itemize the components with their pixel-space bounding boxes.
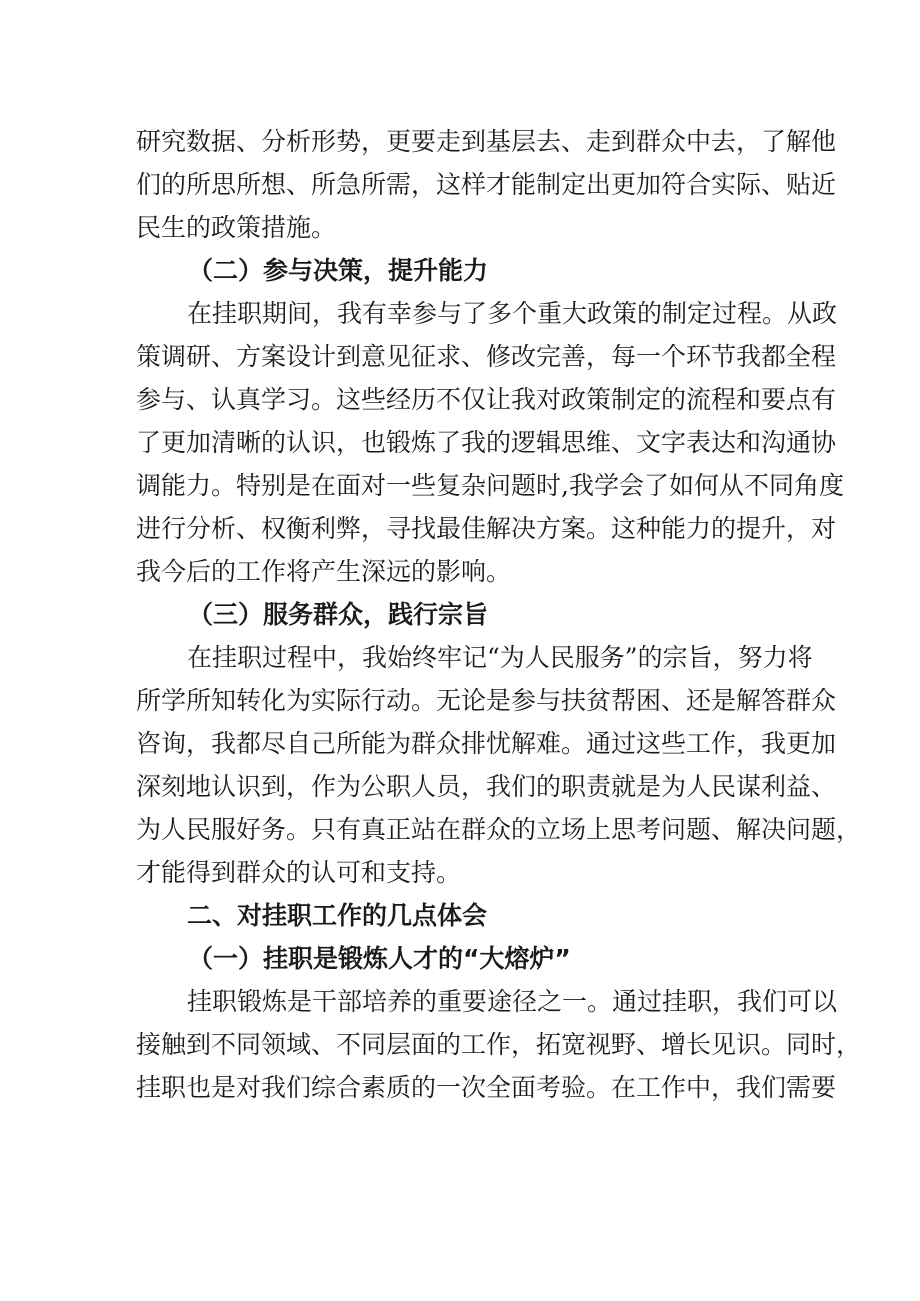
body-line: 所学所知转化为实际行动。无论是参与扶贫帮困、还是解答群众	[136, 686, 837, 715]
section-heading: （二）参与决策，提升能力	[188, 256, 489, 285]
body-line: 民生的政策措施。	[136, 213, 337, 242]
body-line: 我今后的工作将产生深远的影响。	[136, 557, 512, 586]
section-heading: （一）挂职是锻炼人才的“大熔炉”	[188, 944, 571, 973]
body-line: 挂职锻炼是干部培养的重要途径之一。通过挂职，我们可以	[187, 987, 838, 1016]
body-line: 研究数据、分析形势，更要走到基层去、走到群众中去，了解他	[136, 127, 837, 156]
body-line: 为人民服好务。只有真正站在群众的立场上思考问题、解决问题，	[136, 815, 862, 844]
body-line: 才能得到群众的认可和支持。	[136, 858, 462, 887]
body-line: 咨询，我都尽自己所能为群众排忧解难。通过这些工作，我更加	[136, 729, 837, 758]
body-line: 在挂职过程中，我始终牢记“为人民服务”的宗旨，努力将	[187, 643, 813, 672]
body-line: 策调研、方案设计到意见征求、修改完善，每一个环节我都全程	[136, 342, 837, 371]
section-heading: （三）服务群众，践行宗旨	[188, 600, 489, 629]
body-line: 调能力。特别是在面对一些复杂问题时,我学会了如何从不同角度	[136, 471, 844, 500]
body-line: 们的所思所想、所急所需，这样才能制定出更加符合实际、贴近	[136, 170, 837, 199]
body-line: 深刻地认识到，作为公职人员，我们的职责就是为人民谋利益、	[136, 772, 837, 801]
body-line: 了更加清晰的认识，也锻炼了我的逻辑思维、文字表达和沟通协	[136, 428, 837, 457]
body-line: 在挂职期间，我有幸参与了多个重大政策的制定过程。从政	[187, 299, 838, 328]
chapter-heading: 二、对挂职工作的几点体会	[187, 901, 488, 930]
body-line: 参与、认真学习。这些经历不仅让我对政策制定的流程和要点有	[136, 385, 837, 414]
body-line: 接触到不同领域、不同层面的工作，拓宽视野、增长见识。同时，	[136, 1030, 862, 1059]
body-line: 挂职也是对我们综合素质的一次全面考验。在工作中，我们需要	[136, 1073, 837, 1102]
body-line: 进行分析、权衡利弊，寻找最佳解决方案。这种能力的提升，对	[136, 514, 837, 543]
